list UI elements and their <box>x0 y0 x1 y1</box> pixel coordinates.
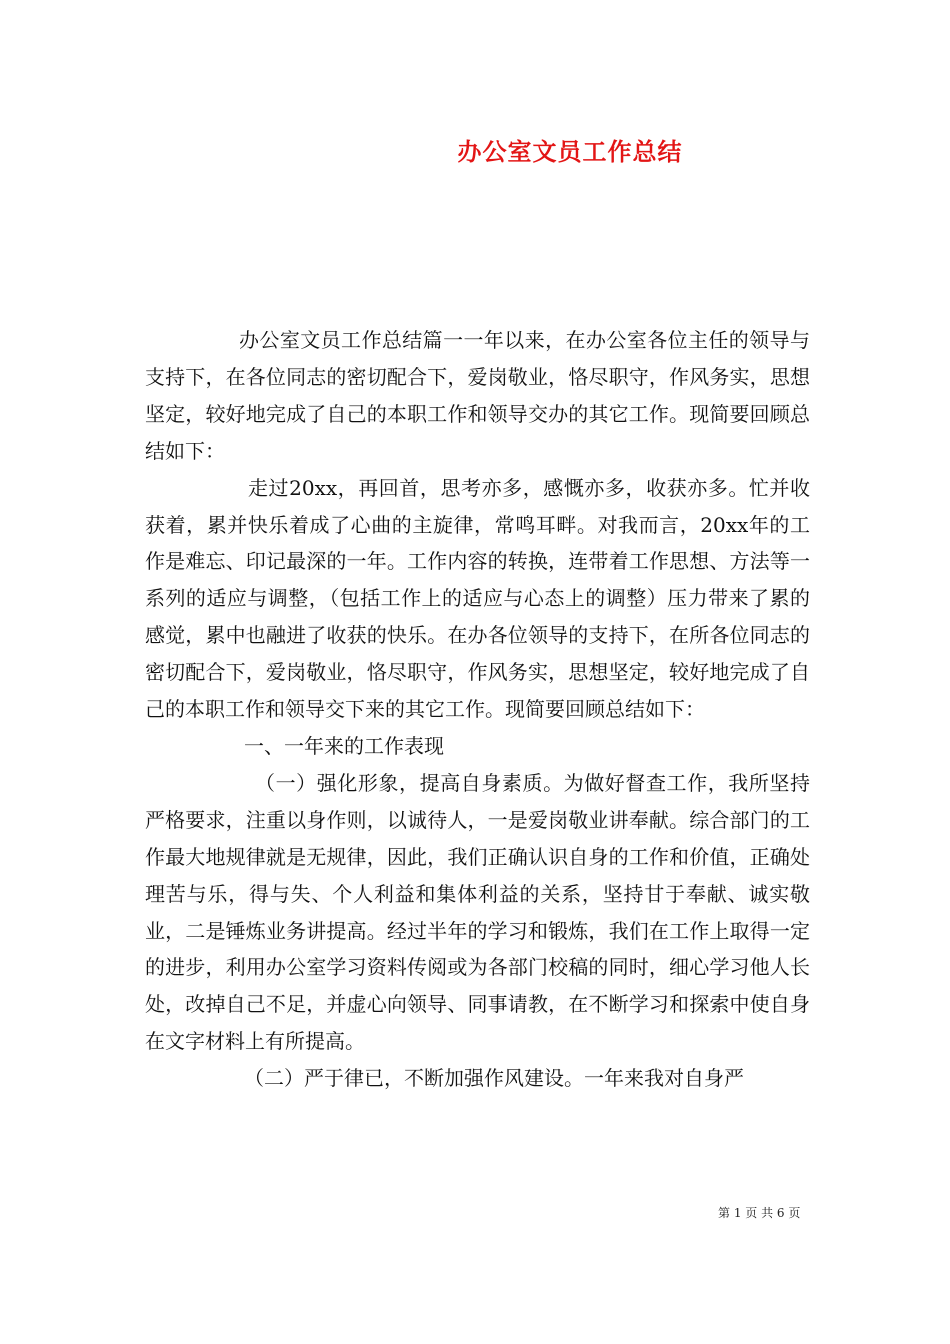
document-body <box>145 322 810 1097</box>
document-title: 办公室文员工作总结 <box>457 137 683 166</box>
paragraph-item-two: （二）严于律已，不断加强作风建设。一年来我对自身严 <box>244 1066 744 1091</box>
paragraph-item-one: （一）强化形象，提高自身素质。为做好督查工作，我所坚持严格要求，注重以身作则，以诚待人，一是爱岗敬业讲奉献。综合部门的工作最大地规律就是无规律，因此，我们正确认识自身的工作和价值，正确处理苦与乐，得与失、个人利益和集体利益的关系，坚持甘于奉献、诚实敬业，二是锤炼业务讲提高。经过半年的学习和锻炼，我们在工作上取得一定的进步，利用办公室学习资料传阅或为各部门校稿的同时，细心学习他人长处，改掉自己不足，并虚心向领导、同事请教，在不断学习和探索中使自身在文字材料上有所提高。 <box>145 770 810 1054</box>
paragraph-intro: 办公室文员工作总结篇一一年以来，在办公室各位主任的领导与支持下，在各位同志的密切配合下，爱岗敬业，恪尽职守，作风务实，思想坚定，较好地完成了自己的本职工作和领导交办的其它工作。现简要回顾总结如下： <box>145 328 810 463</box>
paragraph-review: 走过20xx，再回首，思考亦多，感慨亦多，收获亦多。忙并收获着，累并快乐着成了心曲的主旋律，常鸣耳畔。对我而言，20xx年的工作是难忘、印记最深的一年。工作内容的转换，连带着工作思想、方法等一系列的适应与调整，（包括工作上的适应与心态上的调整）压力带来了累的感觉，累中也融进了收获的快乐。在办各位领导的支持下，在所各位同志的密切配合下，爱岗敬业，恪尽职守，作风务实，思想坚定，较好地完成了自己的本职工作和领导交下来的其它工作。现简要回顾总结如下： <box>145 475 810 722</box>
section-heading: 一、一年来的工作表现 <box>244 733 444 758</box>
page-number: 第 1 页 共 6 页 <box>718 1206 801 1220</box>
